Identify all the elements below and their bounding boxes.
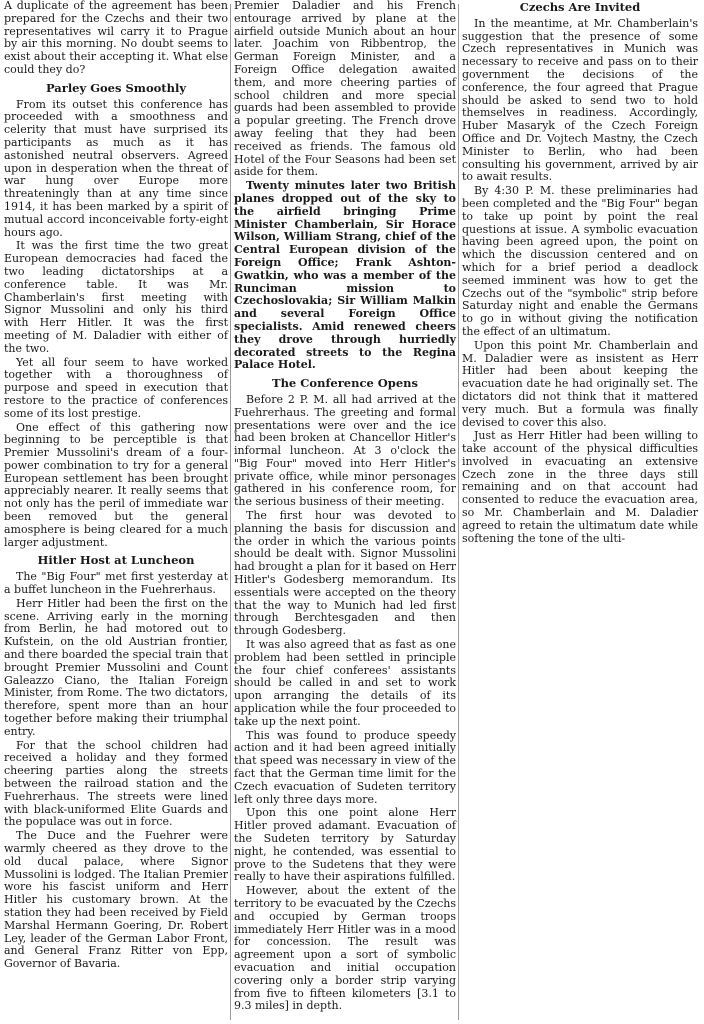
paragraph: For that the school children had received a holiday and they formed cheering parties along the streets between the railroad station and the Fuehrerhaus. The streets were lined with black-uniformed Elite Guards and the populace was out in force. [4, 738, 228, 829]
paragraph: Upon this point Mr. Chamberlain and M. Daladier were as insistent as Herr Hitler had been about keeping the evacuation date he had originally set. The dictators did not think that it mattered very much. But a formula was finally devised to cover this also. [462, 338, 698, 429]
heading-the-conference-opens: The Conference Opens [272, 376, 418, 391]
heading-parley-goes-smoothly: Parley Goes Smoothly [45, 80, 187, 95]
bold-section [234, 180, 456, 372]
paragraph: The Duce and the Fuehrer were warmly cheered as they drove to the old ducal palace, where Signor Mussolini is lodged. The Italian Premier wore his fascist uniform and Herr Hitler his customary brown. At the station they had been received by Field Marshal Hermann Goering, Dr. Robert Ley, leader of the German Labor Front, and General Franz Ritter von Epp, Governor of Bavaria. [4, 829, 228, 971]
paragraph: It was also agreed that as fast as one problem had been settled in principle the four chief conferees' assistants should be called in and set to work upon arranging the details of its application while the four proceeded to take up the next point. [234, 638, 456, 728]
paragraph: Just as Herr Hitler had been willing to take account of the physical difficulties involved in evacuating an extensive Czech zone in the three days still remaining and on that account had consented to reduce the evacuation area, so Mr. Chamberlain and M. Daladier agreed to retain the ultimatum date while softening the tone of the ulti- [462, 429, 698, 545]
paragraph: Upon this one point alone Herr Hitler proved adamant. Evacuation of the Sudeten territory by Saturday night, he contended, was essential to prove to the Sudetens that they were really to have their aspirations fulfilled. [234, 806, 456, 884]
paragraph: In the meantime, at Mr. Chamberlain's suggestion that the presence of some Czech representatives in Munich was necessary to receive and pass on to their government the decisions of the conference, the four agreed that Prague should be asked to send two to hold themselves in readiness. Accordingly, Huber Masaryk of the Czech Foreign Office and Dr. Vojtech Mastny, the Czech Minister to Berlin, who had been consulting his government, arrived by air to await results. [462, 16, 698, 184]
column-2 [234, 0, 456, 1014]
paragraph: Yet all four seem to have worked together with a thoroughness of purpose and speed in execution that restore to the practice of conferences some of its lost prestige. [4, 355, 228, 420]
column2-intro: Premier Daladier and his French entourage arrived by plane at the airfield outside Munich about an hour later. Joachim von Ribbentrop, the German Foreign Minister, and a Foreign Office delegation awaited them, and more cheering parties of school children and more special guards had been assembled to provide a popular greeting. The French drove away feeling that they had been received as friends. The famous old Hotel of the Four Seasons had been set aside for them. [234, 0, 456, 179]
paragraph: The "Big Four" met first yesterday at a buffet luncheon in the Fuehrerhaus. [4, 570, 228, 597]
paragraph: However, about the extent of the territory to be evacuated by the Czechs and occupied by German troops immediately Herr Hitler was in a mood for concession. The result was agreement upon a sort of symbolic evacuation and initial occupation covering only a border strip varying from five to fifteen kilometers [3.1 to 9.3 miles] in depth. [234, 884, 456, 1013]
paragraph: By 4:30 P. M. these preliminaries had been completed and the "Big Four" began to take up point by point the real questions at issue. A symbolic evacuation having been agreed upon, the point on which the discussion centered and on which for a brief period a deadlock seemed imminent was how to get the Czechs out of the "symbolic" strip before Saturday night and enable the Germans to go in without giving the notification the effect of an ultimatum. [462, 184, 698, 338]
paragraph: One effect of this gathering now beginning to be perceptible is that Premier Mussolini's dream of a four-power combination to try for a general European settlement has been brought appreciably nearer. It really seems that not only has the peril of immediate war been removed but the general amosphere is being cleared for a much larger adjustment. [4, 420, 228, 549]
column-rule-left [230, 4, 231, 1020]
column1-intro: A duplicate of the agreement has been prepared for the Czechs and their two representatives wil carry it to Prague by air this morning. No doubt seems to exist about their accepting it. What else could they do? [4, 0, 228, 76]
paragraph-bold: Twenty minutes later two British planes dropped out of the sky to the airfield bringing Prime Minister Chamberlain, Sir Horace Wilson, William Strang, chief of the Central European division of the Foreign Office; Frank Ashton-Gwatkin, who was a member of the Runciman mission to Czechoslovakia; Sir William Malkin and several Foreign Office specialists. Amid renewed cheers they drove through hurriedly decorated streets to the Regina Palace Hotel. [234, 179, 456, 372]
paragraph: It was the first time the two great European democracies had faced the two leading dictatorships at a conference table. It was Mr. Chamberlain's first meeting with Signor Mussolini and only his third with Herr Hitler. It was the first meeting of M. Daladier with either of the two. [4, 239, 228, 355]
column-1 [4, 0, 228, 972]
column-rule-right [458, 4, 459, 1020]
heading-hitler-host-at-luncheon: Hitler Host at Luncheon [37, 553, 195, 568]
paragraph: This was found to produce speedy action and it had been agreed initially that speed was necessary in view of the fact that the German time limit for the Czech evacuation of Sudeten territory left only three days more. [234, 728, 456, 806]
paragraph: From its outset this conference has proceeded with a smoothness and celerity that must have surprised its participants as much as it has astonished neutral observers. Agreed upon in desperation when the threat of war hung over Europe more threateningly than at any time since 1914, it has been marked by a spirit of mutual accord inconceivable forty-eight hours ago. [4, 97, 228, 239]
column-3 [462, 0, 698, 546]
paragraph: The first hour was devoted to planning the basis for discussion and the order in which the various points should be dealt with. Signor Mussolini had brought a plan for it based on Herr Hitler's Godesberg memorandum. Its essentials were accepted on the theory that the way to Munich had led first through Berchtesgaden and then through Godesberg. [234, 509, 456, 638]
heading-czechs-are-invited: Czechs Are Invited [519, 0, 641, 14]
paragraph: Before 2 P. M. all had arrived at the Fuehrerhaus. The greeting and formal presentations were over and the ice had been broken at Chancellor Hitler's informal luncheon. At 3 o'clock the "Big Four" moved into Herr Hitler's private office, while minor personages gathered in his conference room, for the serious business of their meeting. [234, 392, 456, 509]
paragraph: Herr Hitler had been the first on the scene. Arriving early in the morning from Berlin, he had motored out to Kufstein, on the old Austrian frontier, and there boarded the special train that brought Premier Mussolini and Count Galeazzo Ciano, the Italian Foreign Minister, from Rome. The two dictators, therefore, spent more than an hour together before making their triumphal entry. [4, 596, 228, 738]
